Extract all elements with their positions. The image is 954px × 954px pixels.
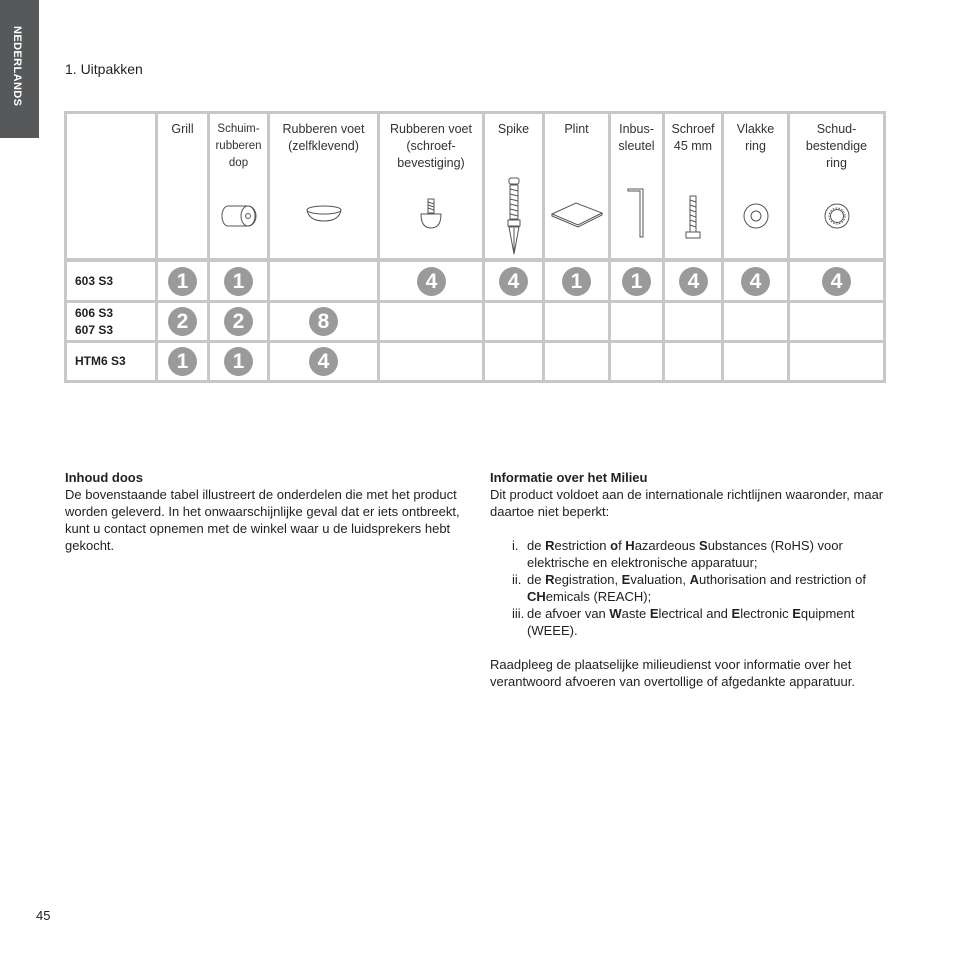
quantity-cell [270, 262, 377, 300]
lock-washer-icon [790, 201, 883, 236]
column-header-cell [790, 114, 883, 258]
allen-key-icon [611, 188, 662, 245]
list-item-number: ii. [512, 572, 522, 587]
quantity-cell [611, 343, 662, 380]
language-tab [0, 0, 39, 138]
column-header-cell [380, 114, 482, 258]
quantity-cell [545, 303, 608, 340]
quantity-cell [270, 303, 377, 340]
column-header-label: Schuim- rubberen dop [215, 123, 262, 169]
column-header-cell [270, 114, 377, 258]
page-number: 45 [36, 908, 51, 923]
list-item [490, 571, 895, 605]
list-item-text: de Registration, Evaluation, Authorisation and restriction of CHemicals (REACH); [527, 572, 866, 604]
quantity-cell [380, 303, 482, 340]
quantity-cell [270, 343, 377, 380]
box-contents-heading: Inhoud doos [65, 470, 143, 485]
column-header-label: Rubberen voet (schroef- bevestiging) [389, 122, 472, 170]
model-label: 603 S3 [75, 274, 114, 288]
quantity-cell [790, 262, 883, 300]
quantity-cell [790, 343, 883, 380]
environment-list [490, 537, 895, 639]
table-row [67, 262, 155, 300]
model-label: 606 S3 607 S3 [75, 306, 114, 337]
quantity-cell [210, 262, 267, 300]
quantity-badge: 1 [562, 267, 591, 296]
spike-icon [485, 176, 542, 261]
list-item-number: i. [512, 538, 519, 553]
box-contents-body: De bovenstaande tabel illustreert de onderdelen die met het product worden geleverd. In het onwaarschijnlijke geval dat er iets ontbreekt, kunt u contact opnemen met de winkel waar u de luidsprekers hebt gekocht. [65, 487, 460, 553]
quantity-cell [210, 303, 267, 340]
model-label: HTM6 S3 [75, 354, 126, 368]
list-item [490, 605, 895, 639]
environment-footer: Raadpleeg de plaatselijke milieudienst voor informatie over het verantwoord afvoeren van overtollige of afgedankte apparatuur. [490, 657, 855, 689]
quantity-cell [724, 303, 787, 340]
header-corner-cell [67, 114, 155, 258]
environment-section [490, 469, 895, 690]
list-item-text: de Restriction of Hazardeous Substances (RoHS) voor elektrische en elektronische apparatuur; [527, 538, 843, 570]
quantity-badge: 1 [622, 267, 651, 296]
quantity-cell [611, 303, 662, 340]
quantity-cell [611, 262, 662, 300]
language-tab-label: NEDERLANDS [11, 26, 23, 107]
quantity-badge: 2 [224, 307, 253, 336]
quantity-badge: 8 [309, 307, 338, 336]
environment-heading: Informatie over het Milieu [490, 470, 648, 485]
plinth-icon [545, 200, 608, 235]
quantity-cell [210, 343, 267, 380]
quantity-badge: 1 [224, 267, 253, 296]
table-row [67, 343, 155, 380]
quantity-badge: 4 [417, 267, 446, 296]
column-header-label: Rubberen voet (zelfklevend) [282, 122, 365, 153]
flat-washer-icon [724, 201, 787, 236]
quantity-cell [158, 303, 207, 340]
quantity-badge: 2 [168, 307, 197, 336]
quantity-cell [158, 262, 207, 300]
adhesive-rubber-foot-icon [270, 204, 377, 229]
column-header-label: Inbus- sleutel [618, 122, 655, 153]
quantity-badge: 1 [224, 347, 253, 376]
quantity-cell [665, 262, 721, 300]
quantity-badge: 4 [741, 267, 770, 296]
box-contents-section [65, 469, 465, 554]
list-item [490, 537, 895, 571]
quantity-badge: 4 [309, 347, 338, 376]
quantity-cell [485, 262, 542, 300]
column-header-label: Spike [497, 122, 530, 136]
column-header-cell [724, 114, 787, 258]
column-header-label: Schud- bestendige ring [805, 122, 868, 170]
screw-icon [665, 194, 721, 247]
quantity-badge: 4 [499, 267, 528, 296]
column-header-cell [158, 114, 207, 258]
column-header-label: Schroef 45 mm [671, 122, 715, 153]
quantity-cell [724, 262, 787, 300]
column-header-label: Grill [171, 122, 194, 136]
quantity-badge: 4 [679, 267, 708, 296]
quantity-cell [158, 343, 207, 380]
quantity-cell [545, 343, 608, 380]
column-header-label: Plint [564, 122, 589, 136]
column-header-label: Vlakke ring [736, 122, 775, 153]
foam-plug-icon [210, 203, 267, 234]
column-header-cell [485, 114, 542, 258]
quantity-cell [485, 343, 542, 380]
quantity-cell [665, 303, 721, 340]
column-header-cell [545, 114, 608, 258]
quantity-badge: 4 [822, 267, 851, 296]
quantity-cell [665, 343, 721, 380]
quantity-cell [380, 262, 482, 300]
quantity-cell [724, 343, 787, 380]
section-title: 1. Uitpakken [65, 61, 143, 77]
quantity-cell [485, 303, 542, 340]
quantity-cell [545, 262, 608, 300]
column-header-cell [210, 114, 267, 258]
environment-intro: Dit product voldoet aan de internationale richtlijnen waaronder, maar daartoe niet beperkt: [490, 487, 884, 519]
column-header-cell [665, 114, 721, 258]
parts-table [64, 111, 886, 383]
screw-rubber-foot-icon [380, 197, 482, 236]
list-item-text: de afvoer van Waste Electrical and Electronic Equipment (WEEE). [527, 606, 855, 638]
column-header-cell [611, 114, 662, 258]
table-row [67, 303, 155, 340]
quantity-cell [790, 303, 883, 340]
quantity-badge: 1 [168, 347, 197, 376]
quantity-cell [380, 343, 482, 380]
quantity-badge: 1 [168, 267, 197, 296]
list-item-number: iii. [512, 606, 525, 621]
